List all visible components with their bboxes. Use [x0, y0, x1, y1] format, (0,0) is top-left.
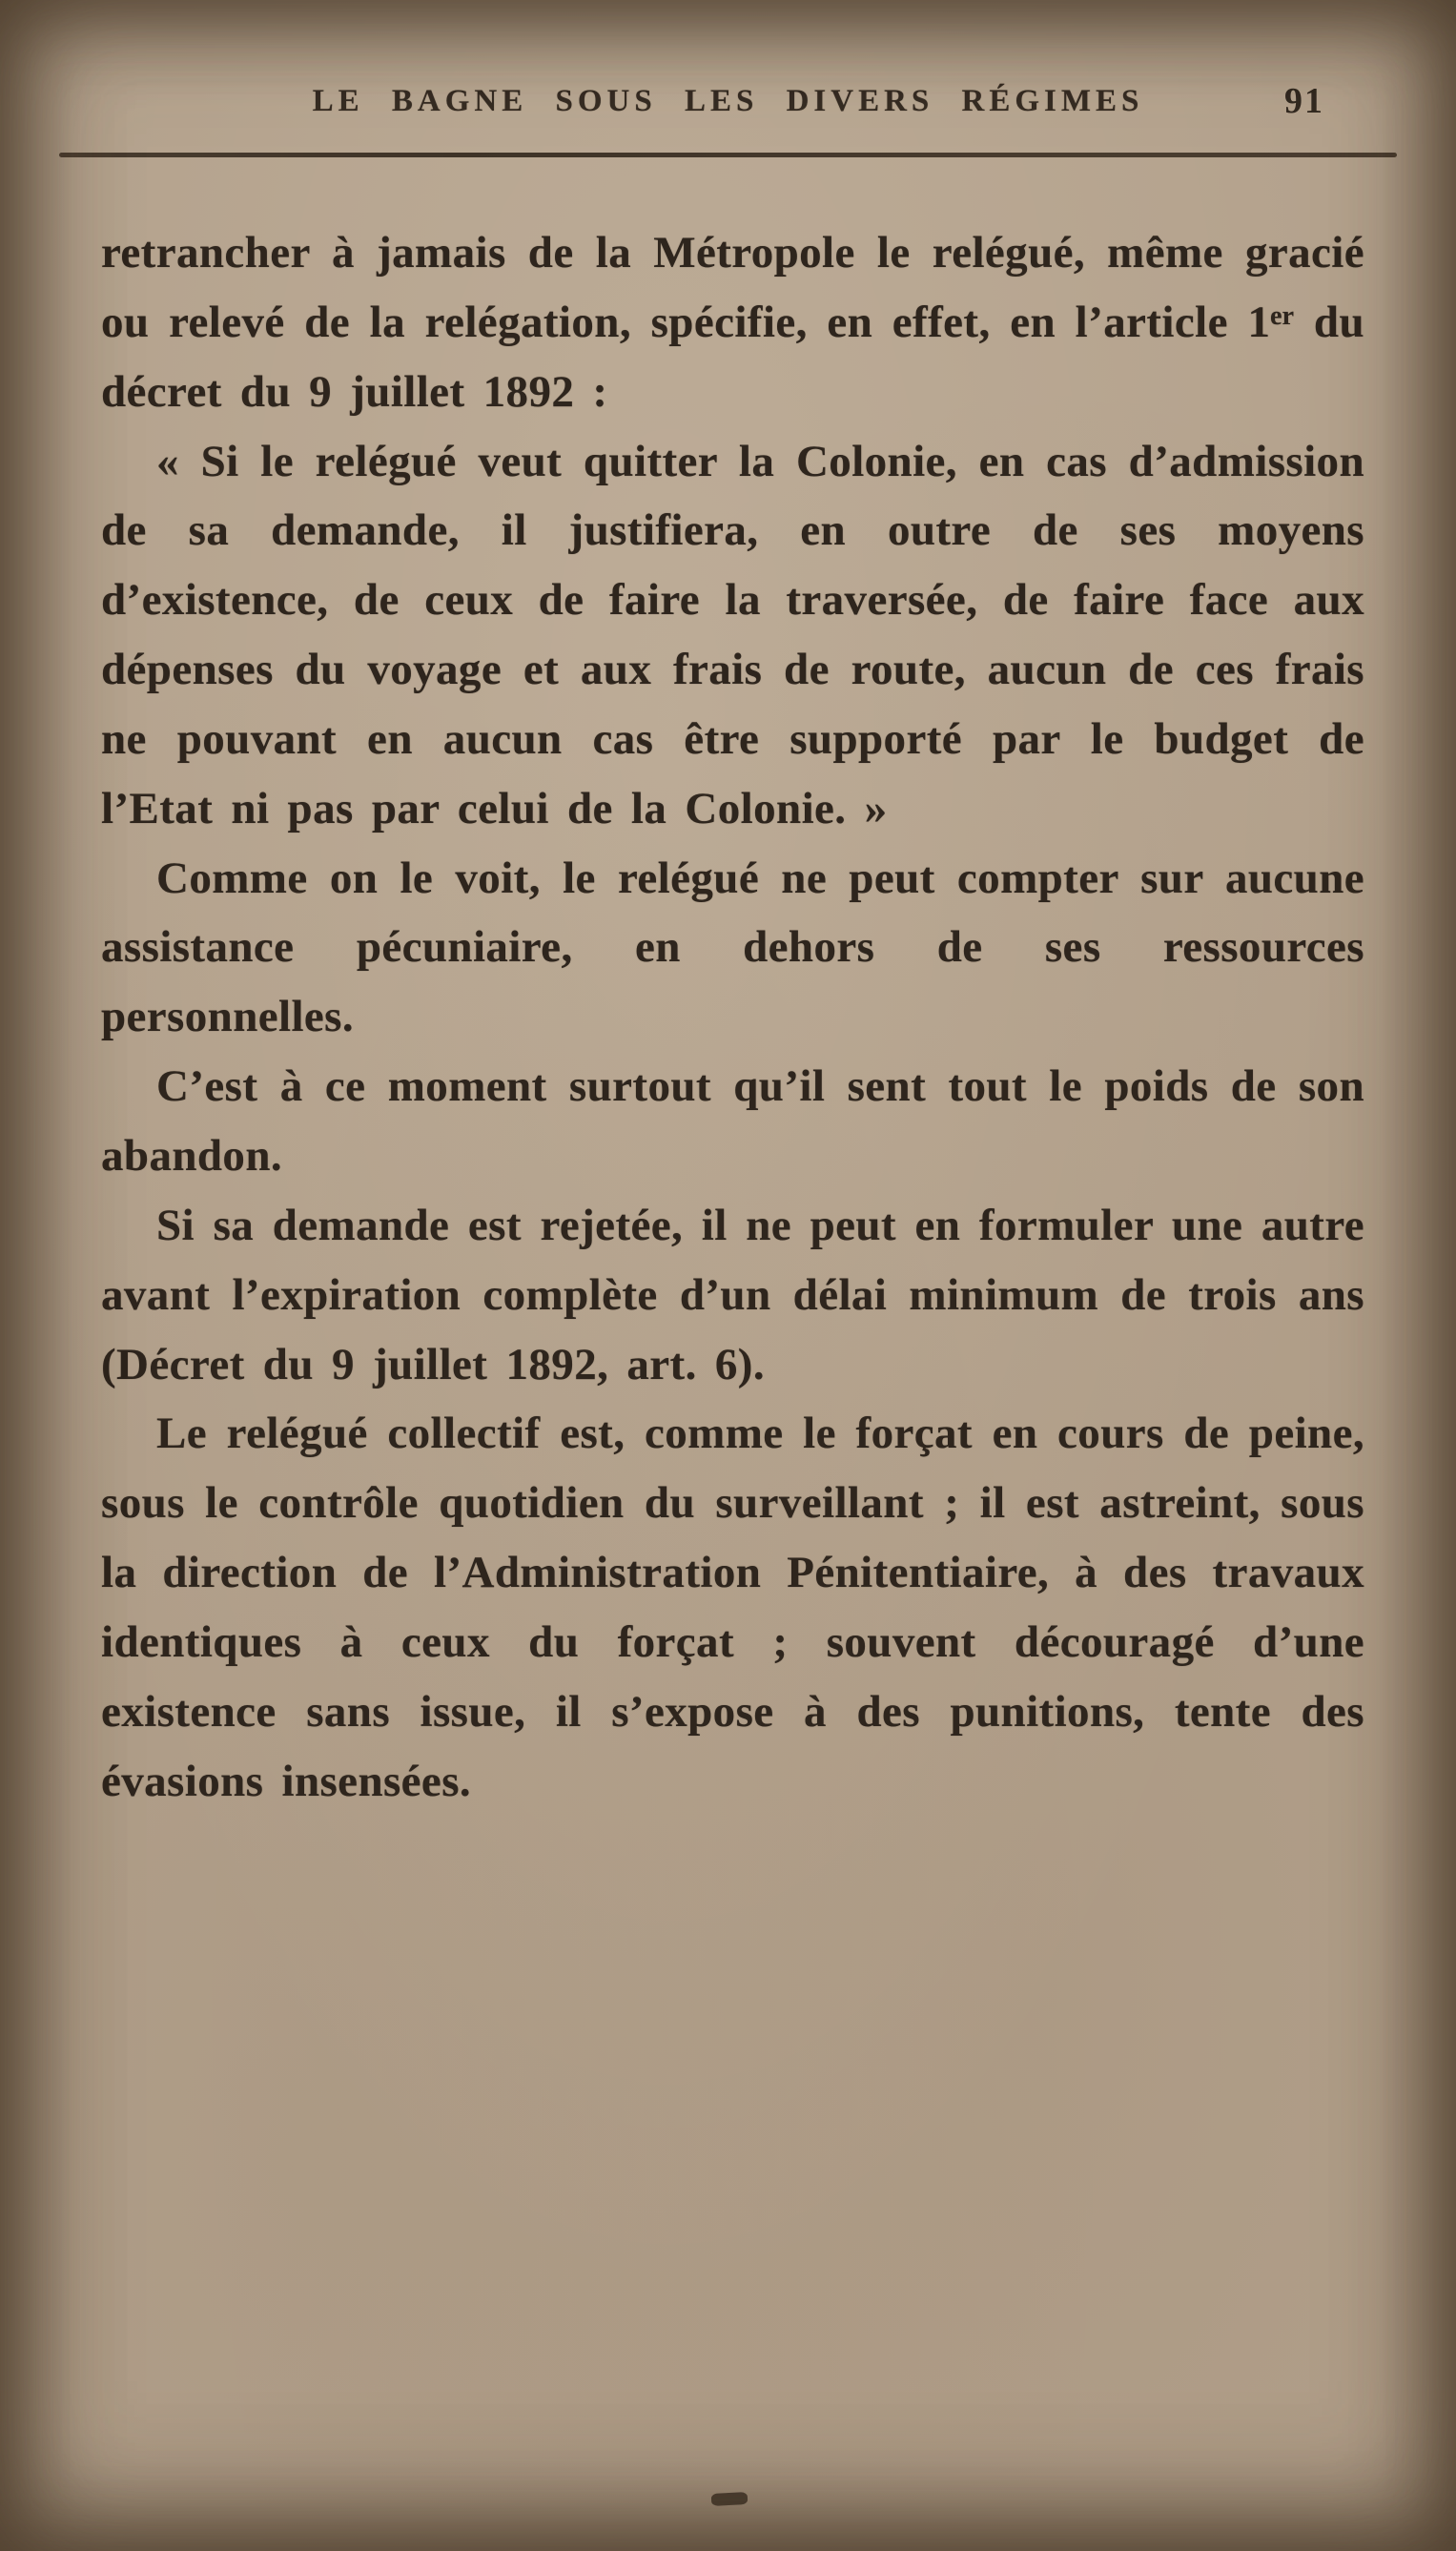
page-header — [0, 0, 1456, 157]
paragraph: C’est à ce moment surtout qu’il sent tout le poids de son abandon. — [101, 1061, 1364, 1181]
paragraph: Le relégué collectif est, comme le forçat en cours de peine, sous le contrôle quotidien du surveillant ; il est astreint, sous la direction de l’Administration Pénitentiaire, à des travaux identiques à ceux du forçat ; souvent découragé d’une existence sans issue, il s’expose à des punitions, tente des évasions insensées. — [101, 1409, 1364, 1806]
header-row — [59, 81, 1397, 128]
running-title: LE BAGNE SOUS LES DIVERS RÉGIMES — [312, 84, 1144, 118]
scan-smudge-artifact — [711, 2492, 749, 2506]
page-number: 91 — [1284, 81, 1324, 121]
paragraph: « Si le relégué veut quitter la Colonie, en cas d’admission de sa demande, il justifiera, en outre de ses moyens d’existence, de ceux de faire la traversée, de faire face aux dépenses du voyage et aux frais de route, aucun de ces frais ne pouvant en aucun cas être supporté par le budget de l’Etat ni pas par celui de la Colonie. » — [101, 436, 1364, 833]
paragraph: Comme on le voit, le relégué ne peut compter sur aucune assistance pécuniaire, en dehors de ses ressources personnelles. — [101, 853, 1364, 1042]
paragraph: Si sa demande est rejetée, il ne peut en formuler une autre avant l’expiration complète d’un délai minimum de trois ans (Décret du 9 juillet 1892, art. 6). — [101, 1200, 1364, 1389]
page-body — [0, 157, 1456, 1816]
paragraph: retrancher à jamais de la Métropole le relégué, même gracié ou relevé de la relégation, spécifie, en effet, en l’article 1ᵉʳ du décret du 9 juillet 1892 : — [101, 228, 1364, 417]
